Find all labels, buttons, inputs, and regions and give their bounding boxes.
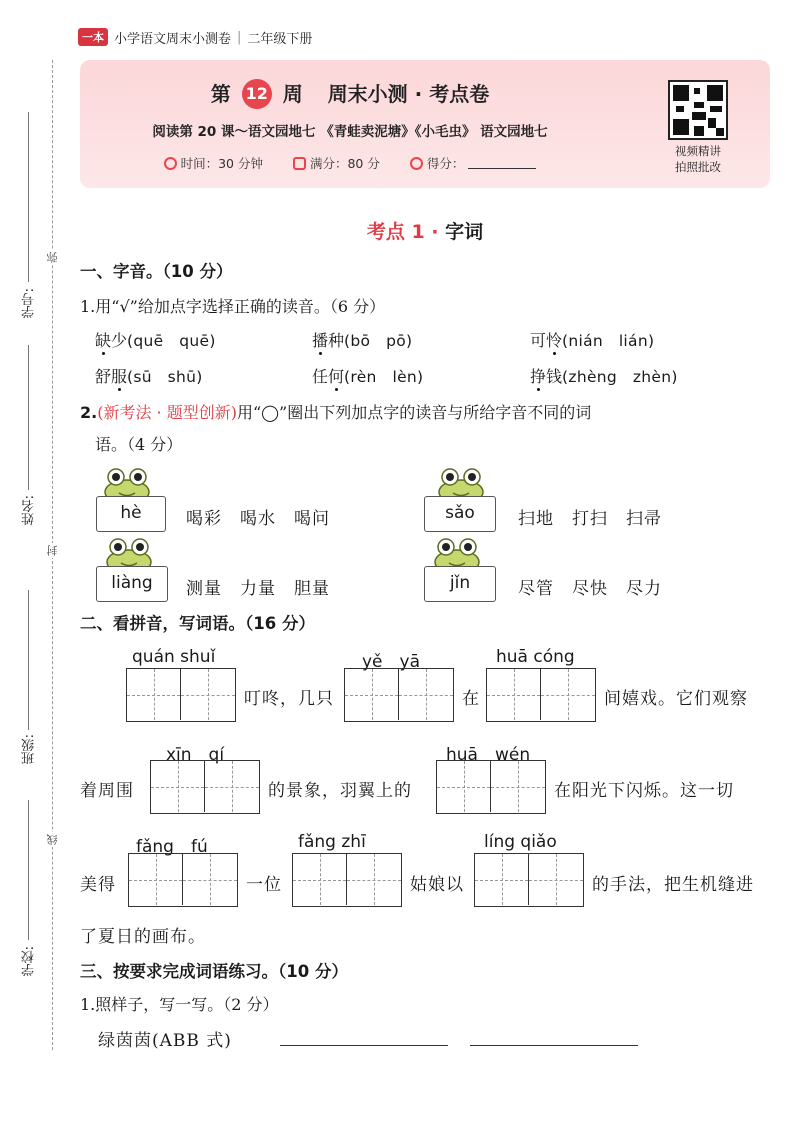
pinyin-options: (rèn lèn) (344, 368, 424, 386)
dotted-char: 缺 (95, 328, 111, 351)
passage-text: 一位 (246, 875, 282, 895)
brand-strip (78, 28, 312, 46)
q1-title: 1.用“√”给加点字选择正确的读音。（6 分） (80, 297, 386, 316)
pinyin-label: fǎng fú (136, 837, 208, 857)
school-blank[interactable] (28, 800, 29, 940)
kaodian-number: 考点 1 · (366, 221, 439, 243)
time-text: 时间：30 分钟 (180, 156, 263, 171)
writing-grid[interactable] (126, 668, 236, 722)
word-set[interactable]: 喝彩 喝水 喝问 (186, 509, 330, 529)
item-pre: 任 (312, 367, 329, 386)
clock-icon (164, 157, 177, 170)
pinyin-label: xīn qí (166, 745, 225, 765)
score-text: 得分： (426, 156, 465, 171)
full-score-info (293, 154, 380, 172)
brand-logo: 一本 (78, 28, 108, 46)
writing-grid[interactable] (436, 760, 546, 814)
passage-text: 姑娘以 (410, 875, 464, 895)
answer-blank-1[interactable] (280, 1044, 448, 1046)
score-blank[interactable] (468, 157, 536, 169)
name-label: 姓名: (22, 495, 37, 526)
q1-item-1[interactable] (95, 328, 216, 351)
new-format-tag: (新考法 · 题型创新) (97, 403, 237, 422)
pinyin-options: (quē quē) (127, 332, 216, 350)
qr-caption (662, 143, 734, 175)
q1-item-4[interactable] (95, 364, 203, 387)
exam-meta (80, 154, 620, 172)
pinyin-label: fǎng zhī (298, 832, 366, 852)
q1-item-3[interactable] (530, 328, 654, 351)
brand-separator: | (237, 29, 242, 45)
qr-caption-line-2: 拍照批改 (675, 160, 721, 174)
dotted-char: 怜 (546, 328, 562, 351)
week-suffix: 周 (282, 82, 303, 106)
time-info (164, 154, 263, 172)
q1-item-5[interactable] (312, 364, 423, 387)
q2-text-cont: 语。（4 分） (95, 435, 183, 454)
week-prefix: 第 (210, 82, 231, 106)
answer-blank-2[interactable] (470, 1044, 638, 1046)
binding-mark-xian: 线 (46, 834, 59, 845)
item-pre: 舒 (95, 367, 112, 386)
item-pre: 可 (530, 331, 547, 350)
pinyin-box: sǎo (424, 496, 496, 532)
q1-item-6[interactable] (530, 364, 678, 387)
writing-grid[interactable] (474, 853, 584, 907)
section-1-title: 一、字音。（10 分） (80, 262, 233, 281)
q2-text: 用“◯”圈出下列加点字的读音与所给字音不同的词 (236, 403, 592, 422)
s3-q1-title: 1.照样子，写一写。（2 分） (80, 995, 279, 1014)
binding-mark-feng: 封 (46, 545, 59, 556)
kaodian-topic: 字词 (445, 221, 484, 243)
q1-item-2[interactable] (312, 328, 412, 351)
q2-title (80, 400, 770, 423)
class-label: 班级: (22, 734, 37, 765)
section-2-title: 二、看拼音，写词语。（16 分） (80, 614, 315, 633)
school-label: 学校: (22, 946, 37, 977)
example-word: 绿茵茵(ABB 式) (98, 1031, 232, 1051)
pinyin-label: líng qiǎo (484, 832, 557, 852)
pinyin-label: huā cóng (496, 647, 575, 667)
medal-icon (293, 157, 306, 170)
series-name: 小学语文周末小测卷 (114, 31, 232, 47)
section-3-title: 三、按要求完成词语练习。（10 分） (80, 962, 348, 981)
writing-grid[interactable] (150, 760, 260, 814)
q2-number: 2. (80, 403, 98, 422)
passage-text: 叮咚，几只 (244, 689, 334, 709)
qr-code-icon[interactable] (668, 80, 728, 140)
word-set[interactable]: 测量 力量 胆量 (186, 579, 330, 599)
class-blank[interactable] (28, 590, 29, 730)
pinyin-label: quán shuǐ (132, 647, 216, 667)
passage-text: 的手法，把生机缝进 (592, 875, 754, 895)
passage-text: 的景象，羽翼上的 (268, 781, 412, 801)
full-score-text: 满分：80 分 (309, 156, 380, 171)
pinyin-label: huā wén (446, 745, 531, 765)
pinyin-options: (zhèng zhèn) (562, 368, 678, 386)
dotted-char: 挣 (530, 364, 546, 387)
binding-mark-mi: 弥 (46, 252, 59, 263)
pinyin-box: liàng (96, 566, 168, 602)
week-title (80, 78, 620, 111)
dotted-char: 何 (328, 364, 344, 387)
pinyin-options: (bō pō) (344, 332, 413, 350)
writing-grid[interactable] (344, 668, 454, 722)
passage-text: 在 (462, 689, 480, 709)
dotted-char: 播 (312, 328, 328, 351)
passage-text: 了夏日的画布。 (80, 927, 206, 947)
week-number-badge: 12 (242, 79, 272, 109)
pinyin-options: (nián lián) (562, 332, 655, 350)
writing-grid[interactable] (128, 853, 238, 907)
item-rest: 种 (328, 331, 345, 350)
writing-grid[interactable] (292, 853, 402, 907)
paper-title: 周末小测 · 考点卷 (327, 82, 490, 106)
writing-grid[interactable] (486, 668, 596, 722)
dotted-char: 服 (111, 364, 127, 387)
score-info (410, 154, 537, 172)
item-rest: 少 (111, 331, 128, 350)
student-no-blank[interactable] (28, 112, 29, 282)
grade-label: 二年级下册 (247, 31, 313, 47)
lesson-scope: 阅读第 20 课～语文园地七 《青蛙卖泥塘》《小毛虫》 语文园地七 (152, 124, 548, 140)
word-set[interactable]: 扫地 打扫 扫帚 (518, 509, 662, 529)
word-set[interactable]: 尽管 尽快 尽力 (518, 579, 662, 599)
target-icon (410, 157, 423, 170)
student-no-label: 学号: (22, 288, 37, 319)
item-rest: 钱 (546, 367, 563, 386)
pinyin-options: (sū shū) (127, 368, 203, 386)
passage-text: 在阳光下闪烁。这一切 (554, 781, 734, 801)
passage-text: 美得 (80, 875, 116, 895)
name-blank[interactable] (28, 345, 29, 490)
kaodian-title (330, 217, 520, 244)
qr-caption-line-1: 视频精讲 (675, 144, 721, 158)
passage-text: 间嬉戏。它们观察 (604, 689, 748, 709)
pinyin-box: hè (96, 496, 166, 532)
passage-text: 着周围 (80, 781, 134, 801)
pinyin-box: jǐn (424, 566, 496, 602)
pinyin-label: yě yā (362, 652, 420, 672)
